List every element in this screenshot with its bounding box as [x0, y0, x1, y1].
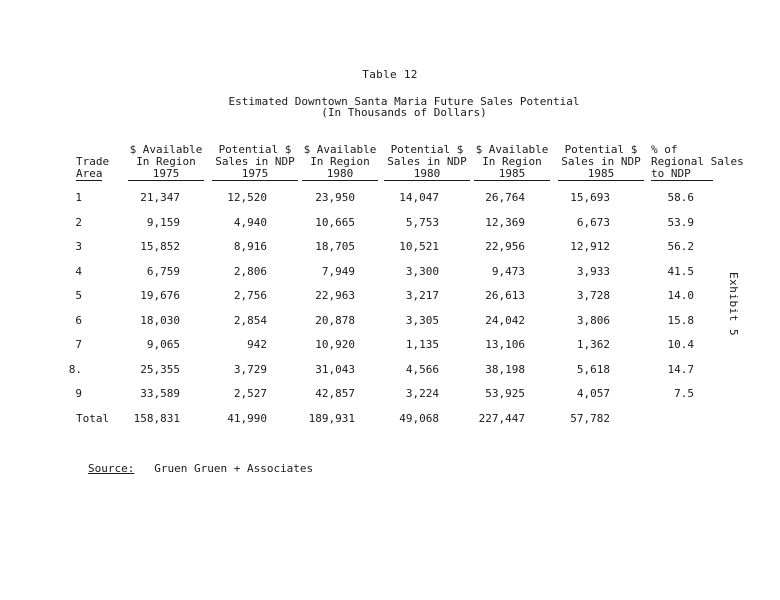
- value-cell: 2,756: [233, 289, 267, 302]
- value-cell: 49,068: [399, 412, 439, 425]
- value-cell: 6,673: [576, 216, 610, 229]
- column-header-line: In Region: [136, 155, 196, 168]
- source-label: Source:: [88, 462, 135, 475]
- value-cell: 22,956: [485, 240, 525, 253]
- value-cell: 227,447: [478, 412, 525, 425]
- value-cell: 20,878: [315, 314, 355, 327]
- value-cell: 3,300: [405, 265, 439, 278]
- value-cell: 12,369: [485, 216, 525, 229]
- column-header-line: Potential $: [564, 143, 638, 156]
- column-header-line: to NDP: [651, 168, 713, 181]
- value-cell: 189,931: [308, 412, 355, 425]
- value-cell: 57,782: [570, 412, 610, 425]
- value-cell: 26,764: [485, 191, 525, 204]
- trade-area-cell: 2: [75, 216, 82, 229]
- trade-area-cell: 3: [75, 240, 82, 253]
- trade-area-cell: 7: [75, 338, 82, 351]
- value-cell: 3,217: [405, 289, 439, 302]
- value-cell: 13,106: [485, 338, 525, 351]
- table-subtitle: (In Thousands of Dollars): [321, 106, 487, 119]
- value-cell: 58.6: [667, 191, 694, 204]
- value-cell: 5,753: [405, 216, 439, 229]
- value-cell: 942: [247, 338, 267, 351]
- column-header: [212, 144, 298, 181]
- column-header-line: 1975: [128, 168, 204, 181]
- column-header-line: Potential $: [218, 143, 292, 156]
- value-cell: 3,806: [576, 314, 610, 327]
- value-cell: 4,566: [405, 363, 439, 376]
- column-header-line: 1985: [474, 168, 550, 181]
- column-header-line: Sales in NDP: [561, 155, 641, 168]
- value-cell: 7.5: [674, 387, 694, 400]
- value-cell: 12,912: [570, 240, 610, 253]
- value-cell: 53,925: [485, 387, 525, 400]
- column-header-line: Potential $: [390, 143, 464, 156]
- value-cell: 5,618: [576, 363, 610, 376]
- column-header-line: Sales in NDP: [215, 155, 295, 168]
- column-header-line: 1975: [212, 168, 298, 181]
- trade-area-cell: 6: [75, 314, 82, 327]
- column-header: [384, 144, 470, 181]
- value-cell: 10,521: [399, 240, 439, 253]
- value-cell: 53.9: [667, 216, 694, 229]
- trade-area-cell: 9: [75, 387, 82, 400]
- value-cell: 23,950: [315, 191, 355, 204]
- value-cell: 15,852: [140, 240, 180, 253]
- value-cell: 19,676: [140, 289, 180, 302]
- column-header-line: $ Available: [303, 143, 377, 156]
- column-header-line: In Region: [310, 155, 370, 168]
- value-cell: 9,473: [491, 265, 525, 278]
- column-header: [128, 144, 204, 181]
- value-cell: 7,949: [321, 265, 355, 278]
- value-cell: 15.8: [667, 314, 694, 327]
- value-cell: 10.4: [667, 338, 694, 351]
- column-header-line: 1980: [384, 168, 470, 181]
- value-cell: 24,042: [485, 314, 525, 327]
- column-header-line: Trade: [76, 155, 110, 168]
- value-cell: 41,990: [227, 412, 267, 425]
- column-header-line: $ Available: [475, 143, 549, 156]
- value-cell: 33,589: [140, 387, 180, 400]
- value-cell: 18,705: [315, 240, 355, 253]
- column-header-line: % of: [651, 143, 678, 156]
- value-cell: 2,527: [233, 387, 267, 400]
- value-cell: 25,355: [140, 363, 180, 376]
- column-header-line: $ Available: [129, 143, 203, 156]
- value-cell: 31,043: [315, 363, 355, 376]
- value-cell: 3,933: [576, 265, 610, 278]
- value-cell: 2,806: [233, 265, 267, 278]
- column-header-line: In Region: [482, 155, 542, 168]
- value-cell: 38,198: [485, 363, 525, 376]
- column-header-line: Sales in NDP: [387, 155, 467, 168]
- column-header: [474, 144, 550, 181]
- value-cell: 14.7: [667, 363, 694, 376]
- column-header-line: 1985: [558, 168, 644, 181]
- value-cell: 9,065: [146, 338, 180, 351]
- value-cell: 158,831: [133, 412, 180, 425]
- column-header: [302, 144, 378, 181]
- column-header-line: 1980: [302, 168, 378, 181]
- value-cell: 12,520: [227, 191, 267, 204]
- value-cell: 14,047: [399, 191, 439, 204]
- column-header-line: Regional Sales: [651, 155, 744, 168]
- value-cell: 42,857: [315, 387, 355, 400]
- table-number: Table 12: [362, 68, 418, 81]
- value-cell: 3,729: [233, 363, 267, 376]
- value-cell: 4,057: [576, 387, 610, 400]
- table-title: Estimated Downtown Santa Maria Future Sales Potential: [228, 95, 580, 108]
- value-cell: 4,940: [233, 216, 267, 229]
- value-cell: 3,305: [405, 314, 439, 327]
- value-cell: 10,665: [315, 216, 355, 229]
- trade-area-cell: Total: [76, 412, 110, 425]
- value-cell: 18,030: [140, 314, 180, 327]
- value-cell: 3,728: [576, 289, 610, 302]
- value-cell: 3,224: [405, 387, 439, 400]
- value-cell: 6,759: [146, 265, 180, 278]
- value-cell: 21,347: [140, 191, 180, 204]
- source-text: Gruen Gruen + Associates: [154, 462, 314, 475]
- value-cell: 2,854: [233, 314, 267, 327]
- column-header-line: Area: [76, 167, 103, 180]
- value-cell: 1,362: [576, 338, 610, 351]
- trade-area-cell: 1: [75, 191, 82, 204]
- column-header: [76, 144, 112, 181]
- trade-area-cell: 5: [75, 289, 82, 302]
- value-cell: 41.5: [667, 265, 694, 278]
- column-header: [558, 144, 644, 181]
- column-header: [651, 144, 751, 181]
- exhibit-label: Exhibit 5: [727, 272, 740, 337]
- value-cell: 22,963: [315, 289, 355, 302]
- source-note: [88, 462, 313, 475]
- trade-area-cell: 4: [75, 265, 82, 278]
- value-cell: 10,920: [315, 338, 355, 351]
- value-cell: 14.0: [667, 289, 694, 302]
- value-cell: 1,135: [405, 338, 439, 351]
- value-cell: 9,159: [146, 216, 180, 229]
- value-cell: 56.2: [667, 240, 694, 253]
- value-cell: 15,693: [570, 191, 610, 204]
- value-cell: 8,916: [233, 240, 267, 253]
- value-cell: 26,613: [485, 289, 525, 302]
- trade-area-cell: 8.: [68, 363, 82, 376]
